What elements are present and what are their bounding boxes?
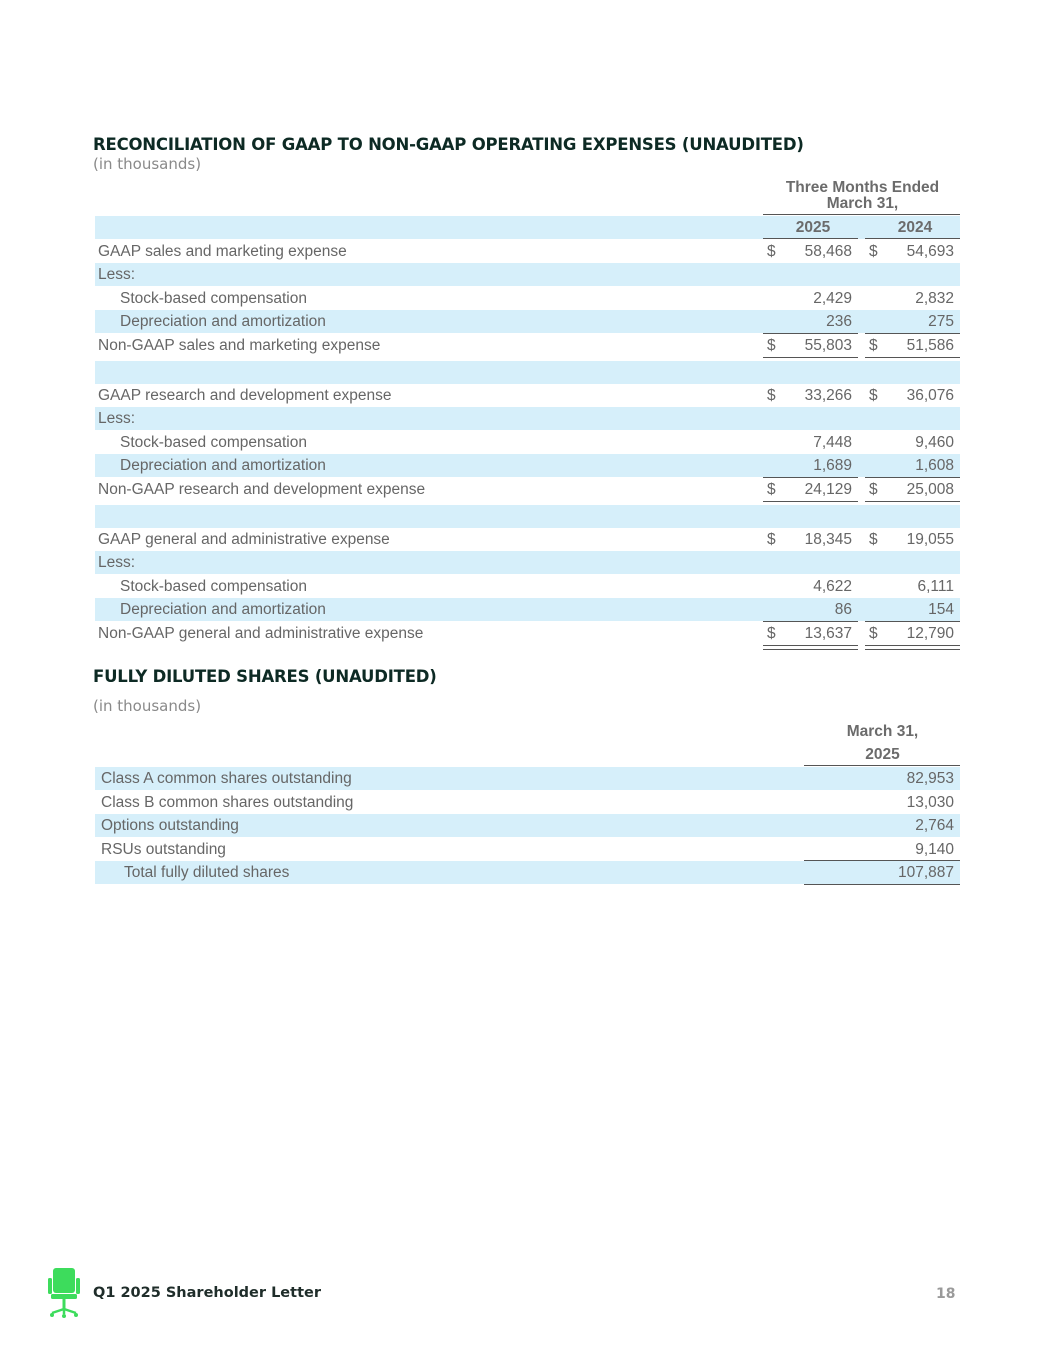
value-2024: 36,076	[906, 387, 954, 404]
table-row	[95, 528, 960, 551]
dollar-sign: $	[767, 337, 776, 354]
value-2024: 1,608	[915, 457, 954, 474]
spacer-row	[95, 505, 960, 528]
table-row	[95, 384, 960, 407]
table-row	[95, 575, 960, 598]
value-2024: 19,055	[906, 531, 954, 548]
opex-subtitle: (in thousands)	[93, 155, 202, 173]
table-row	[95, 598, 960, 621]
value-2025: 7,448	[813, 434, 852, 451]
period-header-1: Three Months Ended	[785, 179, 940, 196]
table-row	[95, 551, 960, 574]
row-label: GAAP general and administrative expense	[98, 531, 390, 548]
value-2025: 86	[834, 601, 852, 618]
table-row	[95, 767, 960, 790]
value-2024: 6,111	[917, 578, 954, 595]
row-label: Options outstanding	[101, 817, 239, 834]
dollar-sign: $	[869, 625, 878, 642]
row-label: Stock-based compensation	[120, 290, 307, 307]
table-row	[95, 334, 960, 357]
dollar-sign: $	[767, 243, 776, 260]
dollar-sign: $	[767, 531, 776, 548]
table-row	[95, 838, 960, 861]
row-label: Class B common shares outstanding	[101, 794, 354, 811]
value-2025: 55,803	[804, 337, 852, 354]
period-header-2: March 31,	[826, 195, 899, 212]
row-label: RSUs outstanding	[101, 841, 226, 858]
row-label: Depreciation and amortization	[120, 313, 326, 330]
dollar-sign: $	[767, 625, 776, 642]
row-label: GAAP research and development expense	[98, 387, 392, 404]
column-rule-2024	[865, 238, 960, 239]
value-2024: 275	[928, 313, 954, 330]
value-2025: 18,345	[804, 531, 852, 548]
column-header-2025: 2025	[795, 219, 831, 236]
value-2025: 4,622	[813, 578, 852, 595]
table-row	[95, 454, 960, 477]
value-2025: 13,637	[804, 625, 852, 642]
value-2024: 9,460	[915, 434, 954, 451]
shares-value: 2,764	[915, 817, 954, 834]
value-2025: 1,689	[813, 457, 852, 474]
shares-subtitle: (in thousands)	[93, 697, 202, 715]
period-header-rule	[763, 214, 960, 215]
value-2024: 25,008	[906, 481, 954, 498]
total-double-rule	[865, 645, 960, 650]
table-row	[95, 791, 960, 814]
row-label: Non-GAAP research and development expense	[98, 481, 426, 498]
dollar-sign: $	[869, 531, 878, 548]
shares-header-1: March 31,	[846, 723, 919, 740]
footer-title: Q1 2025 Shareholder Letter	[93, 1285, 321, 1301]
page-number: 18	[936, 1286, 956, 1302]
table-row	[95, 263, 960, 286]
dollar-sign: $	[869, 387, 878, 404]
row-label: Stock-based compensation	[120, 434, 307, 451]
shares-value: 13,030	[906, 794, 954, 811]
table-row	[95, 431, 960, 454]
table-row	[95, 814, 960, 837]
value-2025: 2,429	[813, 290, 852, 307]
value-2024: 54,693	[906, 243, 954, 260]
table-row	[95, 478, 960, 501]
spacer-row	[95, 361, 960, 384]
green-chair-icon	[48, 1268, 80, 1323]
row-label: Less:	[98, 410, 136, 427]
table-row	[95, 407, 960, 430]
shares-header-2: 2025	[865, 746, 900, 763]
dollar-sign: $	[869, 243, 878, 260]
row-label: Non-GAAP general and administrative expense	[98, 625, 424, 642]
value-2025: 24,129	[804, 481, 852, 498]
value-2024: 12,790	[906, 625, 954, 642]
shares-value: 82,953	[906, 770, 954, 787]
dollar-sign: $	[869, 337, 878, 354]
value-2024: 51,586	[906, 337, 954, 354]
row-label: Depreciation and amortization	[120, 457, 326, 474]
value-2024: 2,832	[915, 290, 954, 307]
opex-title: RECONCILIATION OF GAAP TO NON-GAAP OPERATING EXPENSES (UNAUDITED)	[93, 135, 804, 154]
row-label: Class A common shares outstanding	[101, 770, 352, 787]
table-row	[95, 622, 960, 645]
column-header-row	[95, 216, 960, 239]
value-2025: 58,468	[804, 243, 852, 260]
total-double-rule	[763, 645, 858, 650]
dollar-sign: $	[767, 481, 776, 498]
row-label: Total fully diluted shares	[124, 864, 290, 881]
table-row	[95, 240, 960, 263]
row-label: Depreciation and amortization	[120, 601, 326, 618]
row-label: GAAP sales and marketing expense	[98, 243, 347, 260]
column-header-2024: 2024	[897, 219, 933, 236]
column-rule-2025	[763, 238, 858, 239]
row-label: Less:	[98, 554, 136, 571]
value-2025: 236	[826, 313, 852, 330]
total-underline	[804, 884, 960, 885]
table-row	[95, 287, 960, 310]
shares-title: FULLY DILUTED SHARES (UNAUDITED)	[93, 667, 437, 686]
value-2024: 154	[928, 601, 954, 618]
shares-header-rule	[804, 765, 960, 766]
row-label: Non-GAAP sales and marketing expense	[98, 337, 381, 354]
table-row	[95, 310, 960, 333]
row-label: Less:	[98, 266, 136, 283]
value-2025: 33,266	[804, 387, 852, 404]
table-row-total	[95, 861, 960, 884]
shares-value: 107,887	[897, 864, 954, 881]
shares-value: 9,140	[915, 841, 954, 858]
row-label: Stock-based compensation	[120, 578, 307, 595]
dollar-sign: $	[869, 481, 878, 498]
dollar-sign: $	[767, 387, 776, 404]
